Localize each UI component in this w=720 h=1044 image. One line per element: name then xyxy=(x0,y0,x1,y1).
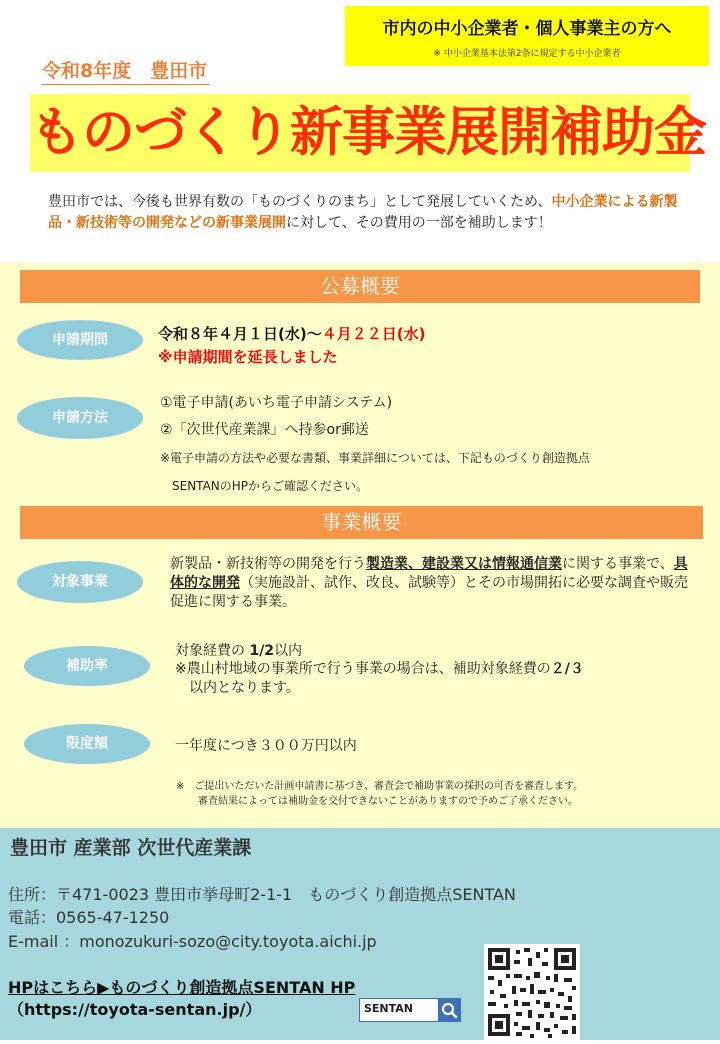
rate-ratio2: ２/３ xyxy=(550,661,584,677)
rate-line2 xyxy=(175,660,695,698)
target-industries: 製造業、建設業又は情報通信業 xyxy=(366,556,562,572)
target-t1: 新製品・新技術等の開発を行う xyxy=(170,556,366,572)
rate-line1 xyxy=(175,642,302,661)
label-period: 申請期間 xyxy=(17,320,143,360)
contact-address: 住所：〒471-0023 豊田市挙母町2-1-1 ものづくり創造拠点SENTAN xyxy=(8,885,516,904)
sentan-search-box[interactable] xyxy=(359,998,461,1022)
label-limit: 限度額 xyxy=(24,724,150,764)
target-t3: に関する事業で、 xyxy=(562,556,674,572)
search-label: SENTAN xyxy=(364,1002,414,1015)
method-note2: SENTANのHPからご確認ください。 xyxy=(172,479,369,493)
notice-line1: ※ ご提出いただいた計画申請書に基づき、審査会で補助事業の採択の可否を審査します。 xyxy=(176,781,584,792)
intro-text xyxy=(48,192,678,234)
intro-highlight: 中小企業による新製品・新技術等の開発などの新事業展開 xyxy=(48,194,678,231)
hp-link[interactable]: HPはこちら▶ものづくり創造拠点SENTAN HP xyxy=(8,978,356,997)
rate-l1a: 対象経費の xyxy=(175,643,250,659)
target-text xyxy=(170,555,700,612)
contact-email: E-mail ：monozukuri-sozo@city.toyota.aichi.jp xyxy=(8,932,377,951)
target-dev: 具体的な開発 xyxy=(170,556,688,591)
target-badge xyxy=(345,6,709,66)
contact-phone: 電話：0565-47-1250 xyxy=(8,908,170,927)
label-target: 対象事業 xyxy=(17,561,143,603)
search-icon[interactable] xyxy=(438,999,460,1021)
label-rate: 補助率 xyxy=(24,646,150,686)
rate-l2c: 以内となります。 xyxy=(189,680,300,696)
intro-p2: に対して、その費用の一部を補助します！ xyxy=(286,215,552,231)
intro-p1: 豊田市では、今後も世界有数の「ものづくりのまち」として発展していくため、 xyxy=(48,194,552,210)
period-end: ４月２２日(水) xyxy=(321,325,426,343)
label-method: 申請方法 xyxy=(17,397,143,439)
rate-l1c: 以内 xyxy=(274,643,303,659)
method-line1: ①電子申請(あいち電子申請システム) xyxy=(160,395,393,411)
rate-l2a: ※農山村地域の事業所で行う事業の場合は、補助対象経費の xyxy=(175,661,551,677)
rate-ratio: 1/2 xyxy=(249,643,275,659)
period-text xyxy=(158,325,425,344)
target-t5: （実施設計、試作、改良、試験等）とその市場開拓に必要な調査や販売促進に関する事業。 xyxy=(170,575,688,610)
badge-title: 市内の中小企業者・個人事業主の方へ xyxy=(382,19,672,39)
qr-code-icon[interactable] xyxy=(484,944,580,1040)
limit-text: 一年度につき３００万円以内 xyxy=(175,738,357,754)
badge-note: ※ 中小企業基本法第2条に規定する中小企業者 xyxy=(433,49,621,59)
page-title: ものづくり新事業展開補助金 xyxy=(30,102,706,163)
period-start: 令和８年４月１日(水)～ xyxy=(158,325,322,343)
contact-dept: 豊田市 産業部 次世代産業課 xyxy=(10,837,252,859)
method-note1: ※電子申請の方法や必要な書類、事業詳細については、下記ものづくり創造拠点 xyxy=(160,451,590,465)
section-header-business: 事業概要 xyxy=(20,506,703,539)
year-city: 令和8年度 豊田市 xyxy=(42,56,209,85)
method-line2: ②「次世代産業課」へ持参or郵送 xyxy=(160,422,369,438)
hp-url[interactable]: （https://toyota-sentan.jp/） xyxy=(8,1000,262,1019)
notice-line2: 審査結果によっては補助金を交付できないことがありますので予めご了承ください。 xyxy=(198,796,578,807)
section-header-recruit: 公募概要 xyxy=(20,270,700,303)
period-note: ※申請期間を延長しました xyxy=(158,348,338,366)
